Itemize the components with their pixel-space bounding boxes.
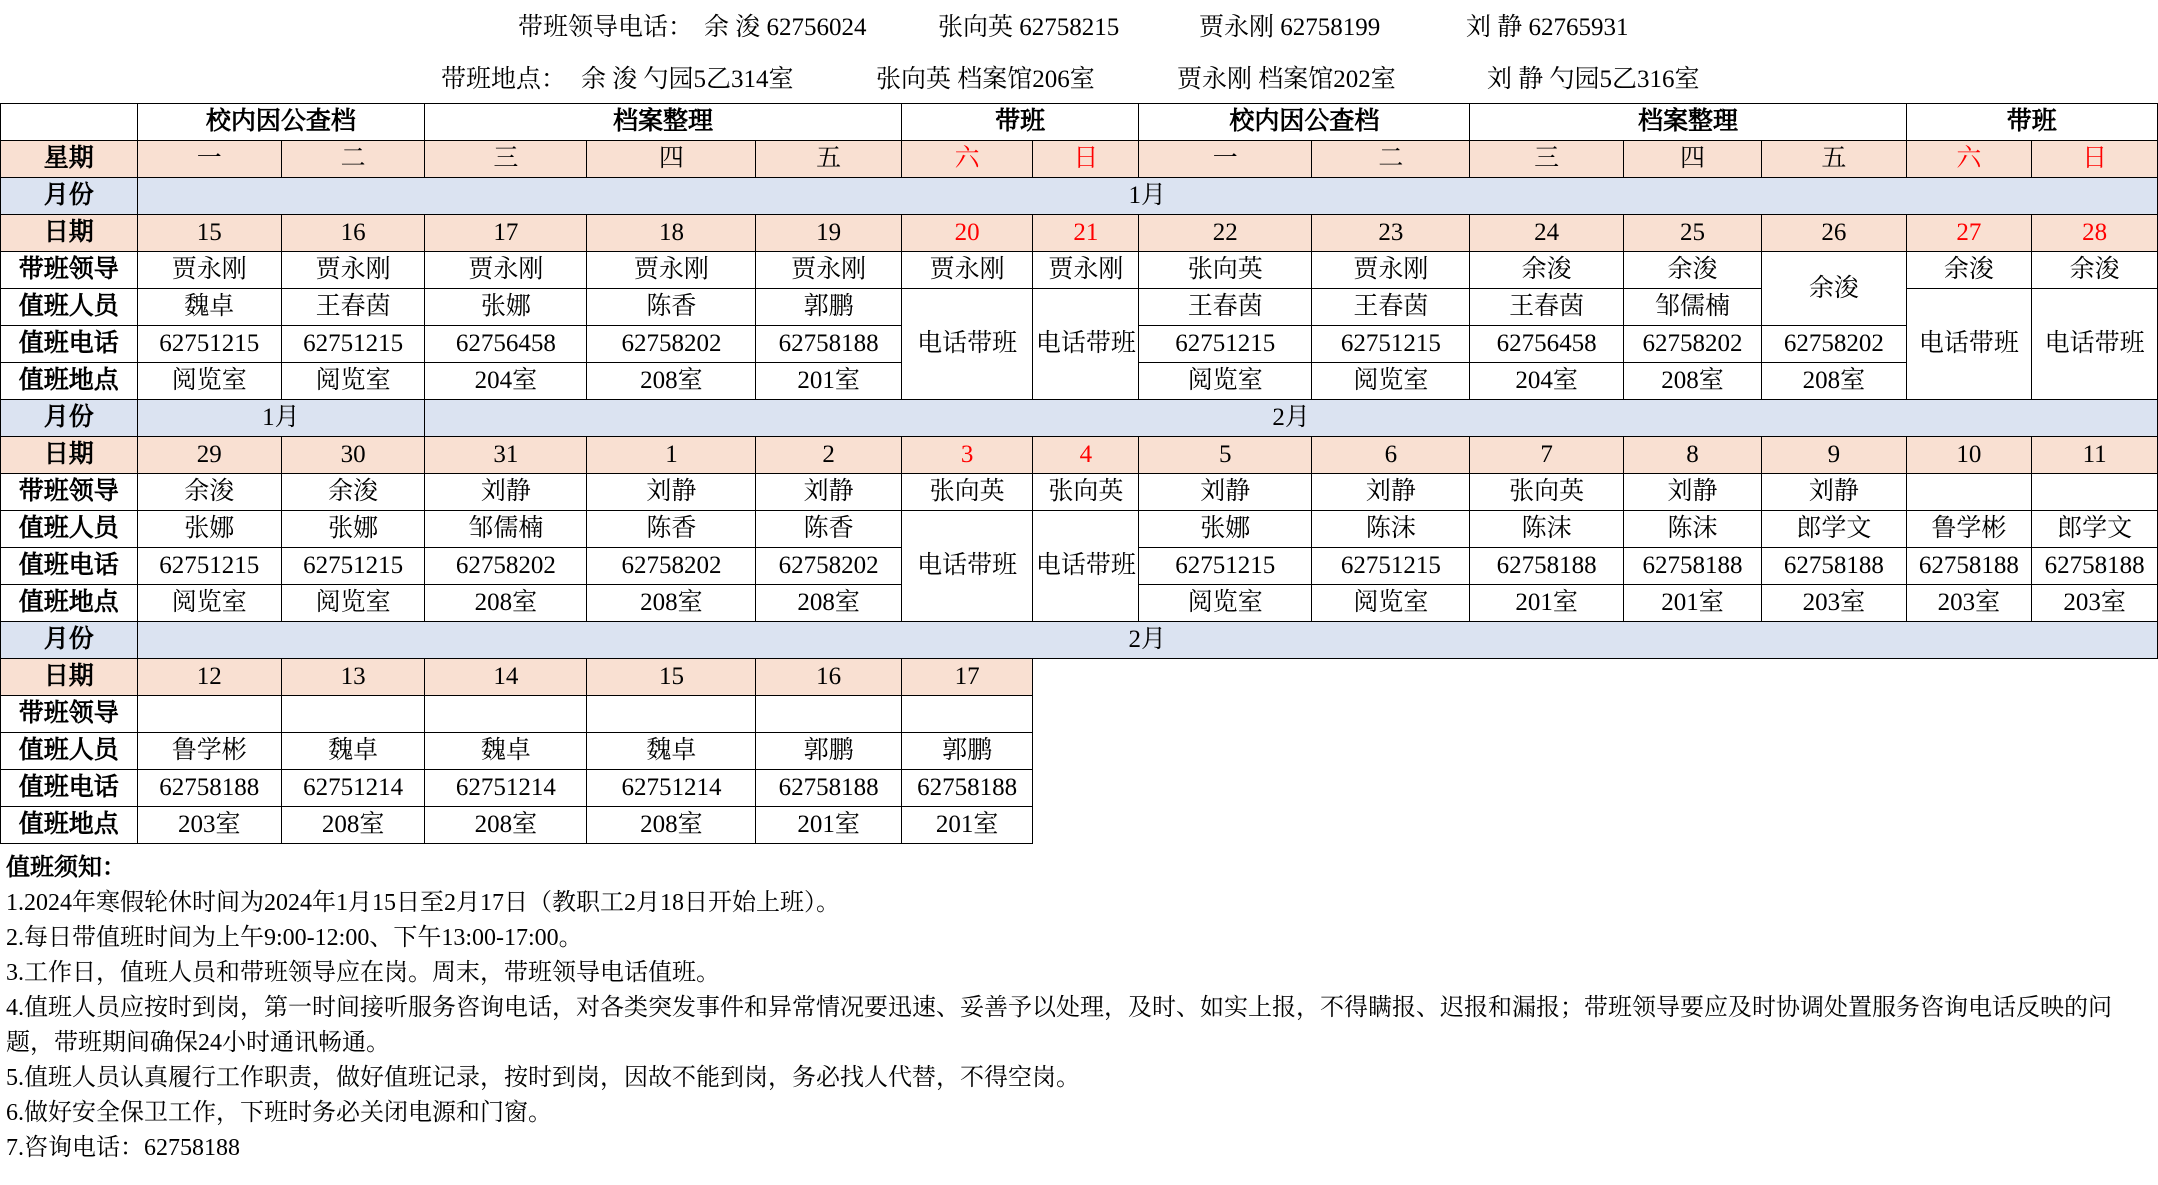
staff-cell: 邹儒楠 (425, 511, 587, 548)
leader-cell: 刘静 (425, 474, 587, 511)
leader-cell: 刘静 (587, 474, 756, 511)
weekday-cell: 五 (1762, 141, 1906, 178)
place-cell: 阅览室 (1312, 363, 1470, 400)
phone-cell: 62751215 (137, 326, 281, 363)
date-cell: 22 (1139, 215, 1312, 252)
place-cell: 204室 (425, 363, 587, 400)
date-cell: 12 (137, 659, 281, 696)
staff-cell: 张娜 (281, 511, 424, 548)
leader-cell: 余浚 (2032, 252, 2158, 289)
phone-duty-cell: 电话带班 (901, 289, 1033, 400)
leader-cell: 余浚 (1623, 252, 1761, 289)
row-label: 值班人员 (1, 289, 138, 326)
phone-cell: 62756458 (425, 326, 587, 363)
staff-cell: 邹儒楠 (1623, 289, 1761, 326)
notes-title: 值班须知： (6, 855, 126, 881)
date-cell: 6 (1312, 437, 1470, 474)
row-label: 月份 (1, 400, 138, 437)
staff-cell: 陈沫 (1470, 511, 1623, 548)
leader-cell: 余浚 (281, 474, 424, 511)
weekday-cell: 四 (587, 141, 756, 178)
leader-phone-label: 带班领导电话： (518, 14, 694, 41)
leader-cell: 张向英 (901, 474, 1033, 511)
leader-cell: 张向英 (1470, 474, 1623, 511)
phone-cell: 62758202 (587, 326, 756, 363)
phone-cell: 62758188 (2032, 548, 2158, 585)
group-header: 档案整理 (425, 104, 902, 141)
leader-cell: 余浚 (1470, 252, 1623, 289)
staff-cell: 魏卓 (587, 733, 756, 770)
leader-cell (1906, 474, 2032, 511)
place-cell: 阅览室 (137, 585, 281, 622)
phone-cell: 62758188 (756, 326, 901, 363)
duty-notes (6, 851, 2152, 1166)
phone-cell: 62751214 (281, 770, 424, 807)
phone-cell: 62758202 (1762, 326, 1906, 363)
place-cell: 208室 (425, 807, 587, 844)
date-cell: 14 (425, 659, 587, 696)
date-cell: 7 (1470, 437, 1623, 474)
staff-cell: 陈沫 (1623, 511, 1761, 548)
row-label: 值班电话 (1, 770, 138, 807)
weekday-cell: 三 (425, 141, 587, 178)
leader-cell: 刘静 (1762, 474, 1906, 511)
phone-cell: 62758188 (1470, 548, 1623, 585)
place-cell: 208室 (425, 585, 587, 622)
row-label: 值班地点 (1, 363, 138, 400)
date-cell: 24 (1470, 215, 1623, 252)
group-header: 带班 (1906, 104, 2157, 141)
phone-cell: 62751215 (281, 326, 424, 363)
date-cell: 5 (1139, 437, 1312, 474)
place-cell: 203室 (1906, 585, 2032, 622)
date-cell: 23 (1312, 215, 1470, 252)
staff-cell: 陈香 (587, 511, 756, 548)
note-item: 1.2024年寒假轮休时间为2024年1月15日至2月17日（教职工2月18日开始上班）。 (6, 890, 840, 916)
leader-cell: 张向英 (1033, 474, 1139, 511)
place-cell: 201室 (1623, 585, 1761, 622)
note-item: 6.做好安全保卫工作，下班时务必关闭电源和门窗。 (6, 1100, 552, 1126)
date-cell: 4 (1033, 437, 1139, 474)
group-header-row (1, 104, 2158, 141)
date-cell: 17 (901, 659, 1033, 696)
phone-cell: 62758188 (1623, 548, 1761, 585)
phone-cell: 62756458 (1470, 326, 1623, 363)
leader-phone-zhang: 张向英 62758215 (938, 14, 1120, 41)
staff-cell: 王春茵 (1312, 289, 1470, 326)
phone-cell: 62751214 (587, 770, 756, 807)
phone-cell: 62758188 (901, 770, 1033, 807)
date-cell: 11 (2032, 437, 2158, 474)
leader-place-line (0, 57, 2158, 103)
date-cell: 25 (1623, 215, 1761, 252)
staff-cell: 张娜 (425, 289, 587, 326)
leader-cell: 贾永刚 (901, 252, 1033, 289)
place-cell: 阅览室 (1139, 585, 1312, 622)
weekday-cell: 一 (1139, 141, 1312, 178)
weekday-cell: 二 (281, 141, 424, 178)
staff-row (1, 733, 2158, 770)
leader-cell: 贾永刚 (1033, 252, 1139, 289)
leader-cell: 余浚 (1762, 252, 1906, 326)
date-cell: 10 (1906, 437, 2032, 474)
staff-cell: 张娜 (1139, 511, 1312, 548)
weekday-row (1, 141, 2158, 178)
date-cell: 15 (137, 215, 281, 252)
staff-cell: 王春茵 (281, 289, 424, 326)
date-cell: 15 (587, 659, 756, 696)
date-cell: 30 (281, 437, 424, 474)
place-cell: 阅览室 (1312, 585, 1470, 622)
leader-row (1, 252, 2158, 289)
leader-cell (901, 696, 1033, 733)
note-item: 5.值班人员认真履行工作职责，做好值班记录，按时到岗，因故不能到岗，务必找人代替，不得空岗。 (6, 1065, 1080, 1091)
phone-cell: 62751215 (1312, 548, 1470, 585)
date-cell: 2 (756, 437, 901, 474)
leader-phone-jia: 贾永刚 62758199 (1199, 14, 1381, 41)
date-row (1, 659, 2158, 696)
row-label: 带班领导 (1, 696, 138, 733)
phone-cell: 62751215 (281, 548, 424, 585)
leader-cell (425, 696, 587, 733)
row-label: 值班电话 (1, 326, 138, 363)
weekday-cell: 二 (1312, 141, 1470, 178)
weekday-cell: 四 (1623, 141, 1761, 178)
leader-row (1, 474, 2158, 511)
leader-place-liu: 刘 静 勺园5乙316室 (1487, 66, 1700, 93)
staff-cell: 鲁学彬 (137, 733, 281, 770)
staff-cell: 魏卓 (281, 733, 424, 770)
weekday-cell: 六 (901, 141, 1033, 178)
leader-cell: 刘静 (1139, 474, 1312, 511)
row-label: 带班领导 (1, 252, 138, 289)
leader-place-label: 带班地点： (441, 66, 567, 93)
date-cell: 28 (2032, 215, 2158, 252)
date-cell: 20 (901, 215, 1033, 252)
row-label: 值班人员 (1, 733, 138, 770)
row-label: 月份 (1, 622, 138, 659)
place-cell: 208室 (756, 585, 901, 622)
row-label: 带班领导 (1, 474, 138, 511)
phone-cell: 62751215 (1139, 326, 1312, 363)
place-cell: 208室 (587, 363, 756, 400)
weekday-cell: 一 (137, 141, 281, 178)
date-row (1, 437, 2158, 474)
staff-cell: 陈香 (756, 511, 901, 548)
leader-cell: 余浚 (1906, 252, 2032, 289)
date-cell: 9 (1762, 437, 1906, 474)
date-cell: 17 (425, 215, 587, 252)
phone-cell: 62751215 (137, 548, 281, 585)
date-cell: 8 (1623, 437, 1761, 474)
note-item: 3.工作日，值班人员和带班领导应在岗。周末，带班领导电话值班。 (6, 960, 720, 986)
place-cell: 201室 (1470, 585, 1623, 622)
phone-duty-cell: 电话带班 (901, 511, 1033, 622)
leader-cell: 贾永刚 (756, 252, 901, 289)
staff-cell: 王春茵 (1139, 289, 1312, 326)
staff-cell: 郎学文 (2032, 511, 2158, 548)
staff-cell: 陈沫 (1312, 511, 1470, 548)
month-cell: 2月 (425, 400, 2158, 437)
weekday-cell: 五 (756, 141, 901, 178)
month-cell: 2月 (137, 622, 2158, 659)
row-label: 星期 (1, 141, 138, 178)
staff-cell: 郎学文 (1762, 511, 1906, 548)
note-item: 7.咨询电话：62758188 (6, 1135, 240, 1161)
leader-cell (2032, 474, 2158, 511)
place-cell: 204室 (1470, 363, 1623, 400)
leader-cell: 刘静 (756, 474, 901, 511)
place-cell: 201室 (756, 807, 901, 844)
weekday-cell: 三 (1470, 141, 1623, 178)
leader-phone-yu: 余 浚 62756024 (704, 14, 867, 41)
date-cell: 31 (425, 437, 587, 474)
month-row (1, 178, 2158, 215)
group-header: 带班 (901, 104, 1138, 141)
note-item: 2.每日带值班时间为上午9:00-12:00、下午13:00-17:00。 (6, 925, 583, 951)
staff-cell: 郭鹏 (756, 733, 901, 770)
leader-phone-liu: 刘 静 62765931 (1466, 14, 1629, 41)
phone-cell: 62758202 (587, 548, 756, 585)
staff-cell: 魏卓 (425, 733, 587, 770)
leader-cell: 贾永刚 (137, 252, 281, 289)
phone-cell: 62758202 (425, 548, 587, 585)
place-cell: 203室 (2032, 585, 2158, 622)
leader-row (1, 696, 2158, 733)
row-label: 值班电话 (1, 548, 138, 585)
place-cell: 阅览室 (137, 363, 281, 400)
note-item: 4.值班人员应按时到岗，第一时间接听服务咨询电话，对各类突发事件和异常情况要迅速、妥善予以处理，及时、如实上报，不得瞒报、迟报和漏报；带班领导要应及时协调处置服务咨询电话反映的问题，带班期间确保24小时通讯畅通。 (6, 995, 2112, 1056)
leader-place-jia: 贾永刚 档案馆202室 (1177, 66, 1396, 93)
place-cell: 208室 (587, 807, 756, 844)
phone-duty-cell: 电话带班 (2032, 289, 2158, 400)
leader-cell (587, 696, 756, 733)
group-header: 校内因公查档 (1139, 104, 1470, 141)
place-cell: 208室 (281, 807, 424, 844)
row-label: 日期 (1, 437, 138, 474)
staff-cell: 王春茵 (1470, 289, 1623, 326)
month-row (1, 622, 2158, 659)
leader-place-yu: 余 浚 勺园5乙314室 (581, 66, 794, 93)
leader-cell (281, 696, 424, 733)
date-cell: 27 (1906, 215, 2032, 252)
place-cell: 203室 (137, 807, 281, 844)
place-cell: 阅览室 (281, 363, 424, 400)
leader-place-zhang: 张向英 档案馆206室 (876, 66, 1095, 93)
place-cell: 201室 (756, 363, 901, 400)
leader-cell: 余浚 (137, 474, 281, 511)
place-cell: 208室 (1623, 363, 1761, 400)
phone-cell: 62758188 (1762, 548, 1906, 585)
place-cell: 阅览室 (281, 585, 424, 622)
phone-cell: 62758188 (1906, 548, 2032, 585)
staff-cell: 张娜 (137, 511, 281, 548)
leader-cell: 贾永刚 (1312, 252, 1470, 289)
phone-cell: 62758188 (756, 770, 901, 807)
weekday-cell: 日 (2032, 141, 2158, 178)
phone-duty-cell: 电话带班 (1906, 289, 2032, 400)
weekday-cell: 六 (1906, 141, 2032, 178)
group-header: 档案整理 (1470, 104, 1906, 141)
date-cell: 26 (1762, 215, 1906, 252)
phone-row (1, 770, 2158, 807)
month-cell: 1月 (137, 178, 2158, 215)
row-label: 值班地点 (1, 807, 138, 844)
staff-cell: 郭鹏 (901, 733, 1033, 770)
weekday-cell: 日 (1033, 141, 1139, 178)
date-cell: 1 (587, 437, 756, 474)
date-cell: 18 (587, 215, 756, 252)
month-cell: 1月 (137, 400, 425, 437)
date-cell: 16 (756, 659, 901, 696)
place-row (1, 807, 2158, 844)
leader-cell: 刘静 (1623, 474, 1761, 511)
leader-cell: 贾永刚 (425, 252, 587, 289)
leader-cell: 刘静 (1312, 474, 1470, 511)
phone-cell: 62751214 (425, 770, 587, 807)
place-cell: 203室 (1762, 585, 1906, 622)
date-cell: 13 (281, 659, 424, 696)
date-row (1, 215, 2158, 252)
staff-cell: 鲁学彬 (1906, 511, 2032, 548)
leader-cell (756, 696, 901, 733)
place-cell: 201室 (901, 807, 1033, 844)
phone-cell: 62758202 (1623, 326, 1761, 363)
group-header: 校内因公查档 (137, 104, 425, 141)
date-cell: 3 (901, 437, 1033, 474)
row-label: 值班人员 (1, 511, 138, 548)
phone-duty-cell: 电话带班 (1033, 289, 1139, 400)
duty-schedule-table (0, 103, 2158, 844)
phone-cell: 62751215 (1139, 548, 1312, 585)
place-cell: 208室 (1762, 363, 1906, 400)
place-cell: 阅览室 (1139, 363, 1312, 400)
leader-cell (137, 696, 281, 733)
row-label: 值班地点 (1, 585, 138, 622)
month-row (1, 400, 2158, 437)
phone-duty-cell: 电话带班 (1033, 511, 1139, 622)
staff-cell: 陈香 (587, 289, 756, 326)
leader-phone-line (0, 5, 2158, 51)
date-cell: 29 (137, 437, 281, 474)
leader-cell: 贾永刚 (281, 252, 424, 289)
staff-cell: 郭鹏 (756, 289, 901, 326)
row-label: 月份 (1, 178, 138, 215)
phone-cell: 62758188 (137, 770, 281, 807)
date-cell: 16 (281, 215, 424, 252)
staff-row (1, 511, 2158, 548)
date-cell: 19 (756, 215, 901, 252)
row-label: 日期 (1, 215, 138, 252)
phone-cell: 62751215 (1312, 326, 1470, 363)
staff-cell: 魏卓 (137, 289, 281, 326)
place-cell: 208室 (587, 585, 756, 622)
leader-cell: 张向英 (1139, 252, 1312, 289)
date-cell: 21 (1033, 215, 1139, 252)
phone-cell: 62758202 (756, 548, 901, 585)
row-label: 日期 (1, 659, 138, 696)
leader-cell: 贾永刚 (587, 252, 756, 289)
